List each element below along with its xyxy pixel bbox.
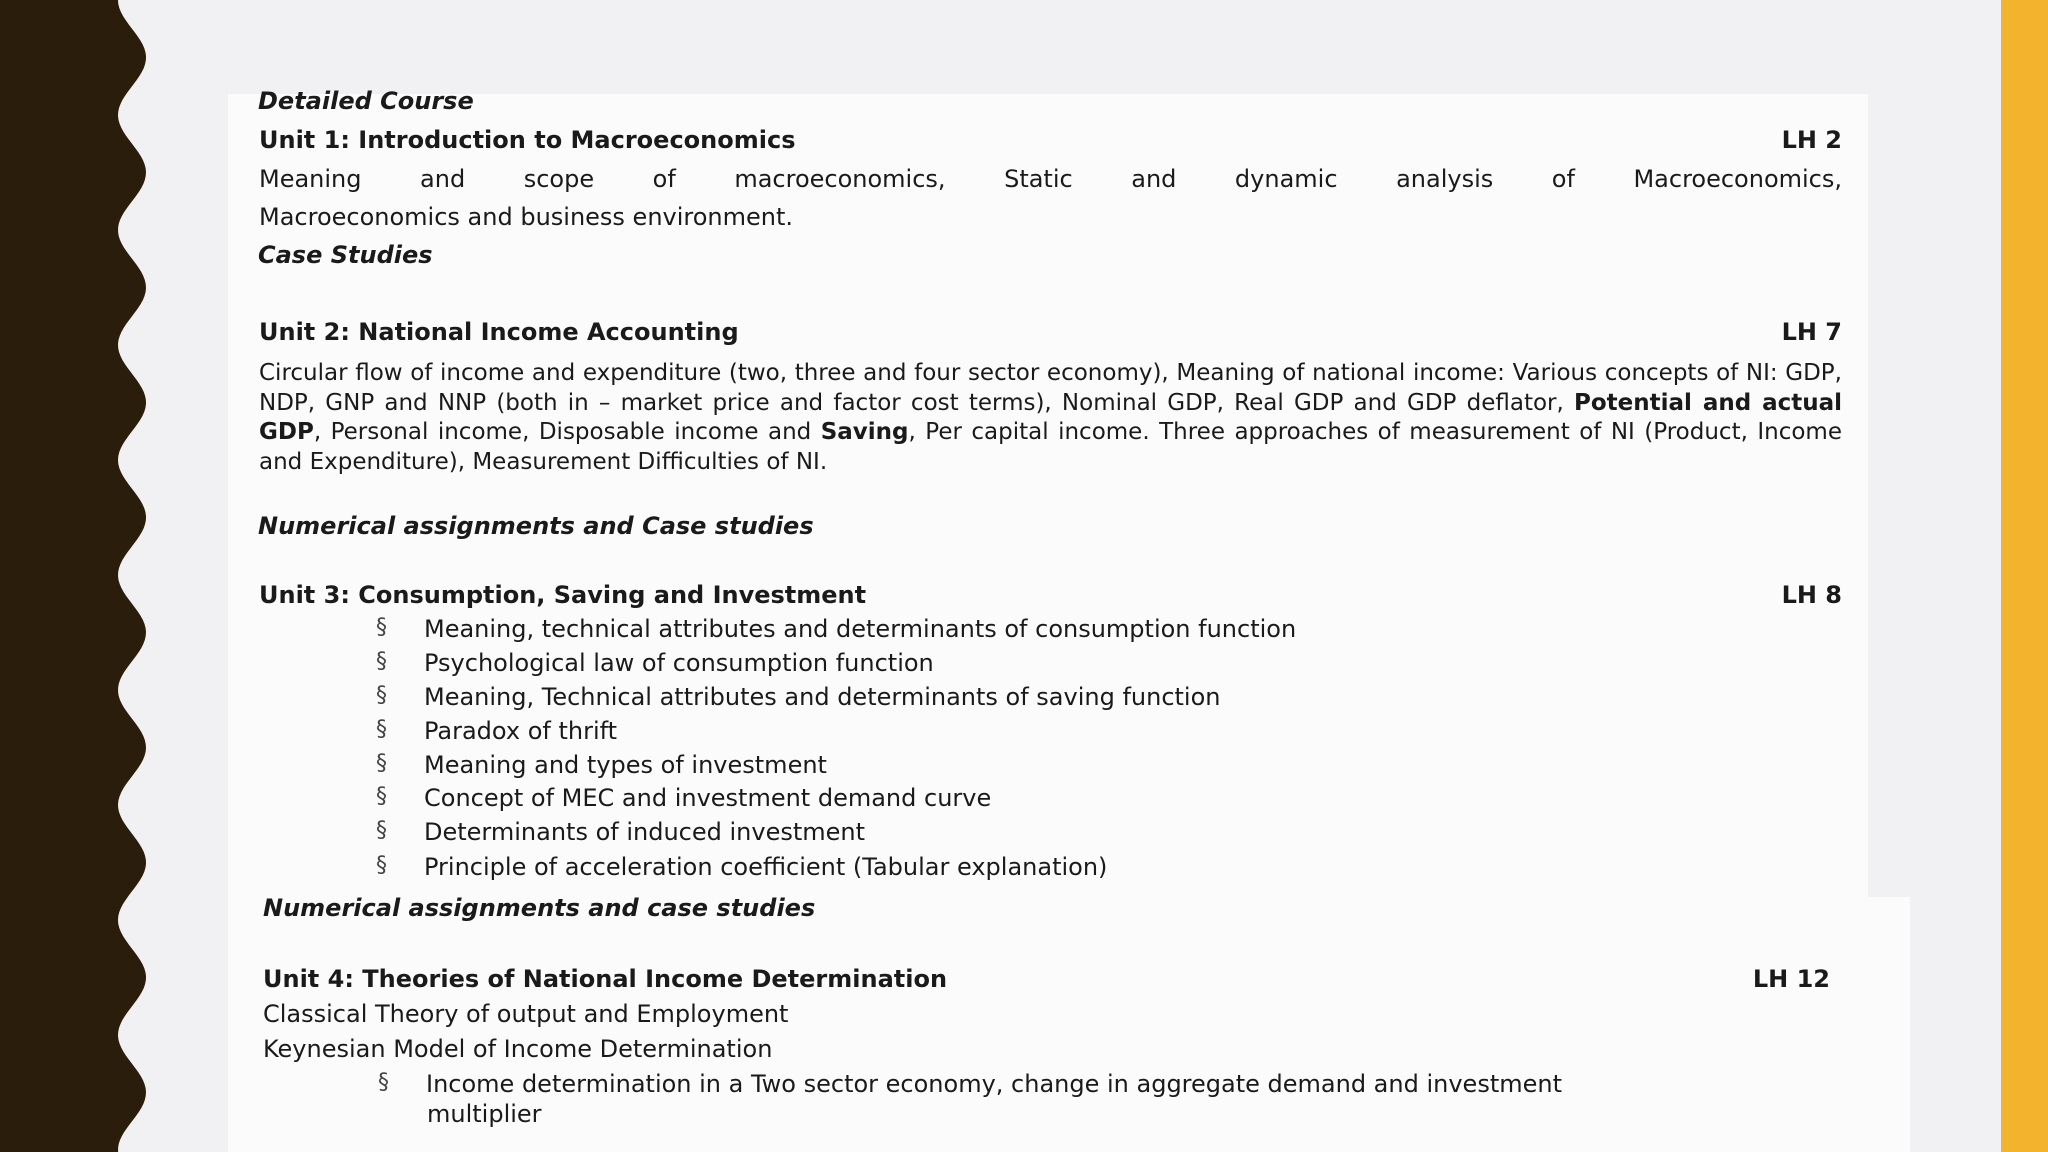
bullet-icon: § (376, 717, 387, 742)
bullet-icon: § (376, 818, 387, 843)
unit2-footer: Numerical assignments and Case studies (258, 512, 814, 540)
unit2-text-part3: , Per capital income. Three approaches of measurement of NI (Product, Income and Expenditure), Measurement Difficulties of NI. (259, 419, 1842, 475)
unit4-line1: Classical Theory of output and Employment (263, 1000, 789, 1028)
unit4-line2: Keynesian Model of Income Determination (263, 1035, 773, 1063)
unit2-description (259, 359, 1842, 477)
unit3-lecture-hours: LH 8 (1781, 581, 1842, 609)
unit2-text-part2: , Personal income, Disposable income and (313, 419, 821, 445)
unit2-title: Unit 2: National Income Accounting (259, 318, 739, 346)
unit3-title: Unit 3: Consumption, Saving and Investment (259, 581, 867, 609)
unit3-footer: Numerical assignments and case studies (263, 894, 816, 922)
unit2-text-bold1: Potential and actual GDP (259, 389, 1842, 445)
bullet-icon: § (376, 853, 387, 878)
unit1-description-line2: Macroeconomics and business environment. (259, 203, 794, 231)
bullet-icon: § (376, 683, 387, 708)
unit1-description-line1: Meaning and scope of macroeconomics, Static and dynamic analysis of Macroeconomics, (259, 165, 1842, 193)
bullet-icon: § (376, 615, 387, 640)
accent-bar (2001, 0, 2048, 1152)
unit1-footer: Case Studies (258, 241, 433, 269)
bullet-icon: § (378, 1070, 389, 1095)
list-item-continuation: multiplier (427, 1100, 542, 1128)
unit1-title: Unit 1: Introduction to Macroeconomics (259, 126, 796, 154)
unit4-lecture-hours: LH 12 (1752, 965, 1830, 993)
bullet-icon: § (376, 649, 387, 674)
bullet-icon: § (376, 784, 387, 809)
unit2-text-part1: Circular flow of income and expenditure (two, three and four sector economy), Meaning of national income: Various concepts of NI: GDP, NDP, GNP and NNP (both in – market price and factor cost terms), Nominal GDP, Real GDP and GDP deflator, (259, 360, 1842, 416)
detailed-course-heading: Detailed Course (258, 87, 474, 115)
bullet-icon: § (376, 751, 387, 776)
unit4-title: Unit 4: Theories of National Income Determination (263, 965, 948, 993)
wavy-left-border (0, 0, 160, 1152)
unit1-lecture-hours: LH 2 (1781, 126, 1842, 154)
unit2-text-bold2: Saving (820, 419, 909, 445)
unit2-lecture-hours: LH 7 (1781, 318, 1842, 346)
